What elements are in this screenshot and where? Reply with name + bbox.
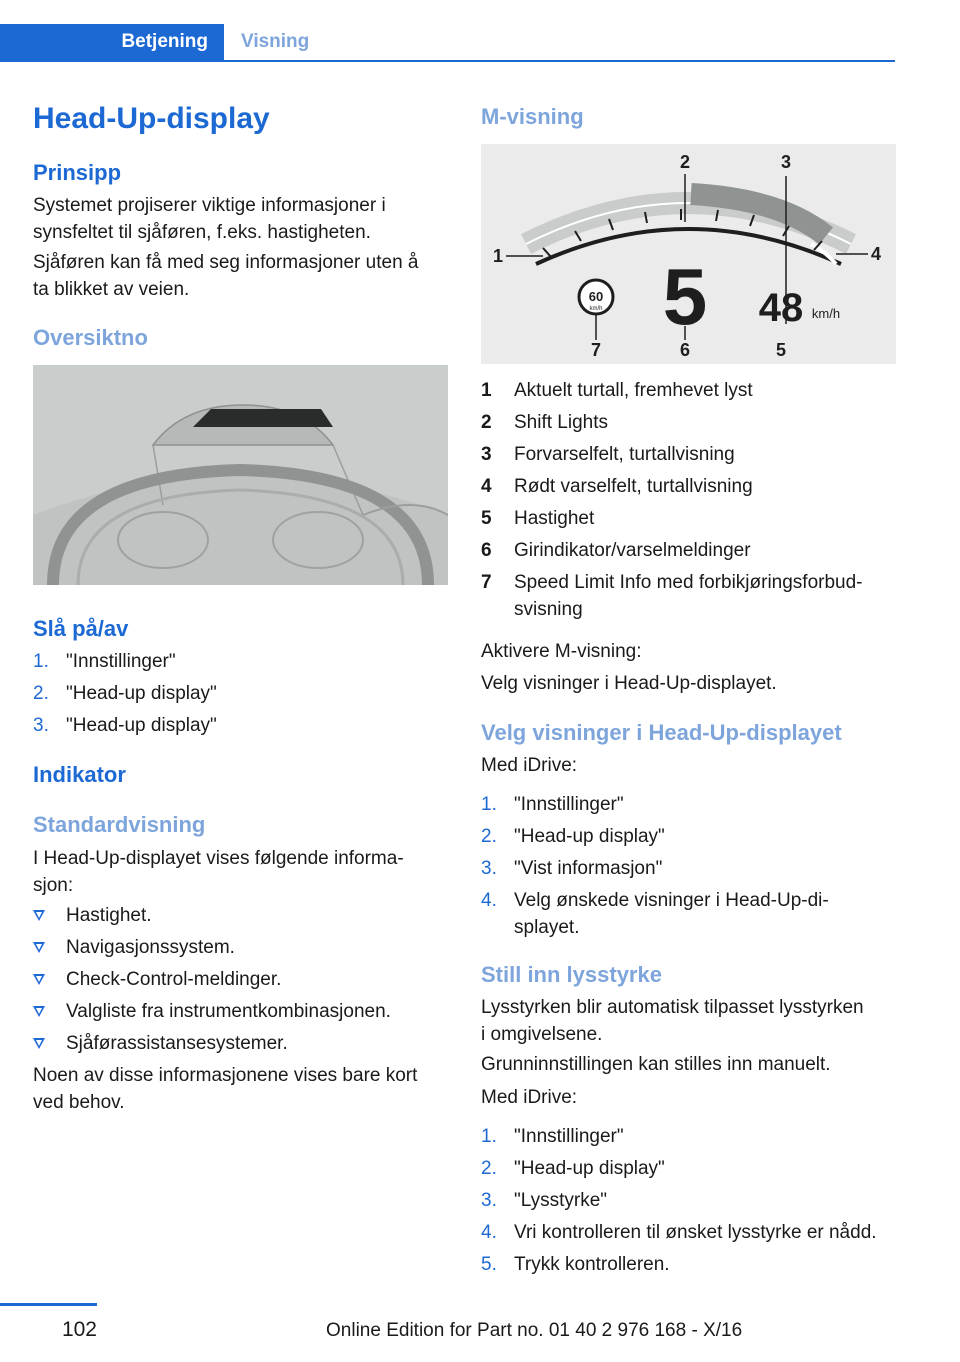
speed-limit-unit: km/h xyxy=(589,306,603,312)
prinsipp-text-1a: Systemet projiserer viktige informasjoner i xyxy=(33,195,386,216)
callout-2: 2 xyxy=(679,152,691,172)
legend-number: 7 xyxy=(481,572,492,593)
triangle-bullet-icon xyxy=(33,1006,45,1017)
step-text: "Head-up display" xyxy=(66,683,217,704)
legend-text: Shift Lights xyxy=(514,412,608,433)
header-tabs xyxy=(0,24,895,62)
standard-text-b: sjon: xyxy=(33,875,74,896)
callout-5: 5 xyxy=(775,340,787,360)
standardvisning-heading: Standardvisning xyxy=(33,812,206,837)
step-number: 3. xyxy=(481,1190,497,1211)
step-text: "Innstillinger" xyxy=(66,651,176,672)
note-text-b: ved behov. xyxy=(33,1092,125,1113)
m-view-diagram xyxy=(481,144,896,364)
legend-text: Aktuelt turtall, fremhevet lyst xyxy=(514,380,753,401)
step-text: "Vist informasjon" xyxy=(514,858,663,879)
still-med-idrive: Med iDrive: xyxy=(481,1087,578,1108)
tab-visning[interactable] xyxy=(241,24,309,60)
legend-text: Hastighet xyxy=(514,508,595,529)
footer-edition: Online Edition for Part no. 01 40 2 976 168 - X/16 xyxy=(326,1320,743,1341)
dashboard-illustration xyxy=(33,365,448,585)
step-number: 5. xyxy=(481,1254,497,1275)
aktivere-text-a: Aktivere M-visning: xyxy=(481,641,642,662)
still-text-1a: Lysstyrken blir automatisk tilpasset lysstyrken xyxy=(481,997,864,1018)
step-number: 1. xyxy=(33,651,49,672)
speed-value: 48 xyxy=(758,286,804,330)
callout-7: 7 xyxy=(590,340,602,360)
speed-unit: km/h xyxy=(811,306,841,321)
triangle-bullet-icon xyxy=(33,910,45,921)
step-number: 2. xyxy=(33,683,49,704)
legend-text-cont: svisning xyxy=(514,599,583,620)
bullet-text: Sjåførassistansesystemer. xyxy=(66,1033,288,1054)
bullet-text: Valgliste fra instrumentkombinasjonen. xyxy=(66,1001,391,1022)
step-text: "Lysstyrke" xyxy=(514,1190,608,1211)
legend-text: Speed Limit Info med forbikjøringsforbud‐ xyxy=(514,572,863,593)
tab-visning-label: Visning xyxy=(241,31,310,52)
still-heading: Still inn lysstyrke xyxy=(481,962,662,987)
velg-step xyxy=(481,887,896,941)
callout-3: 3 xyxy=(780,152,792,172)
page-number: 102 xyxy=(61,1318,97,1341)
gear-indicator: 5 xyxy=(662,252,708,341)
step-text: "Head-up display" xyxy=(514,826,665,847)
footer-rule xyxy=(0,1303,97,1306)
legend-number: 1 xyxy=(481,380,492,401)
triangle-bullet-icon xyxy=(33,974,45,985)
prinsipp-heading: Prinsipp xyxy=(33,160,122,185)
prinsipp-text-1b: synsfeltet til sjåføren, f.eks. hastigheten. xyxy=(33,222,371,243)
legend-number: 3 xyxy=(481,444,492,465)
step-text: "Head-up display" xyxy=(66,715,217,736)
oversikt-heading: Oversiktno xyxy=(33,325,148,350)
bullet-text: Navigasjonssystem. xyxy=(66,937,235,958)
step-number: 2. xyxy=(481,1158,497,1179)
prinsipp-text-2b: ta blikket av veien. xyxy=(33,279,190,300)
velg-med-idrive: Med iDrive: xyxy=(481,755,578,776)
step-number: 4. xyxy=(481,1222,497,1243)
note-text-a: Noen av disse informasjonene vises bare kort xyxy=(33,1065,418,1086)
triangle-bullet-icon xyxy=(33,1038,45,1049)
still-text-1b: i omgivelsene. xyxy=(481,1024,603,1045)
standard-text-a: I Head-Up-displayet vises følgende informa‐ xyxy=(33,848,404,869)
indikator-heading: Indikator xyxy=(33,762,126,787)
callout-1: 1 xyxy=(492,246,504,266)
bullet-text: Check-Control-meldinger. xyxy=(66,969,282,990)
velg-heading: Velg visninger i Head-Up-displayet xyxy=(481,720,842,745)
callout-4: 4 xyxy=(870,244,882,264)
tab-betjening[interactable] xyxy=(0,24,224,60)
step-number: 1. xyxy=(481,794,497,815)
m-visning-heading: M-visning xyxy=(481,104,584,129)
bullet-text: Hastighet. xyxy=(66,905,152,926)
step-number: 1. xyxy=(481,1126,497,1147)
step-number: 4. xyxy=(481,890,497,911)
legend-number: 2 xyxy=(481,412,492,433)
step-text: "Innstillinger" xyxy=(514,794,624,815)
legend-number: 5 xyxy=(481,508,492,529)
callout-6: 6 xyxy=(679,340,691,360)
legend-number: 4 xyxy=(481,476,492,497)
aktivere-text-b: Velg visninger i Head-Up-displayet. xyxy=(481,673,777,694)
step-text: Velg ønskede visninger i Head-Up-di‐ xyxy=(514,890,829,911)
step-text-cont: splayet. xyxy=(514,917,580,938)
slaa-heading: Slå på/av xyxy=(33,616,129,641)
legend-text: Girindikator/varselmeldinger xyxy=(514,540,751,561)
triangle-bullet-icon xyxy=(33,942,45,953)
legend-number: 6 xyxy=(481,540,492,561)
step-number: 3. xyxy=(33,715,49,736)
speed-limit-value: 60 xyxy=(588,289,604,304)
legend-text: Rødt varselfelt, turtallvisning xyxy=(514,476,753,497)
prinsipp-text-2a: Sjåføren kan få med seg informasjoner uten å xyxy=(33,252,419,273)
still-text-2: Grunninnstillingen kan stilles inn manuelt. xyxy=(481,1054,831,1075)
tab-betjening-label: Betjening xyxy=(121,31,208,52)
step-text: Vri kontrolleren til ønsket lysstyrke er nådd. xyxy=(514,1222,877,1243)
step-number: 2. xyxy=(481,826,497,847)
step-text: "Head-up display" xyxy=(514,1158,665,1179)
page-title: Head-Up-display xyxy=(33,102,270,135)
step-text: "Innstillinger" xyxy=(514,1126,624,1147)
legend-text: Forvarselfelt, turtallvisning xyxy=(514,444,735,465)
legend-item xyxy=(481,569,896,623)
step-text: Trykk kontrolleren. xyxy=(514,1254,670,1275)
step-number: 3. xyxy=(481,858,497,879)
